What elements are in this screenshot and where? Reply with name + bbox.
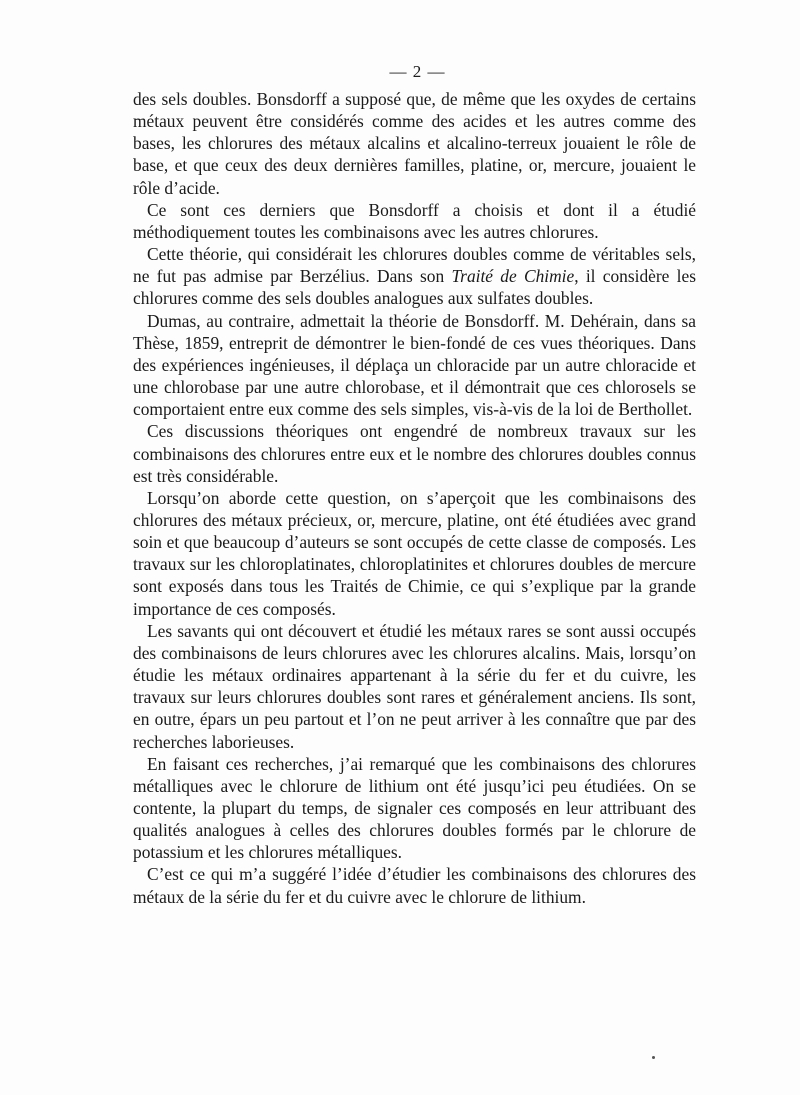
- paragraph-5: [133, 420, 696, 486]
- paragraph-8: [133, 753, 696, 864]
- paragraph-text: Les savants qui ont découvert et étudié les métaux rares se sont aussi occupés des combinaisons de leurs chlorures avec les chlorures alcalins. Mais, lorsqu’on étudie les métaux ordinaires appartenant à la série du fer et du cuivre, les travaux sur leurs chlorures doubles sont rares et généralement anciens. Ils sont, en outre, épars un peu partout et l’on ne peut arriver à les connaître que par des recherches laborieuses.: [133, 620, 696, 752]
- paragraph-6: [133, 487, 696, 620]
- paragraph-2: [133, 199, 696, 243]
- paragraph-text: , il considère les chlorures comme des sels doubles analogues aux sulfates doubles.: [133, 266, 696, 309]
- paragraph-1: [133, 88, 696, 199]
- paragraph-text: des sels doubles. Bonsdorff a supposé que, de même que les oxydes de certains métaux peuvent être considérés comme des acides et les autres comme des bases, les chlorures des métaux alcalins et alcalino-terreux jouaient le rôle de base, et que ceux des deux dernières familles, platine, or, mercure, jouaient le rôle d’acide.: [133, 89, 696, 198]
- paragraph-text: Ces discussions théoriques ont engendré de nombreux travaux sur les combinaisons des chlorures entre eux et le nombre des chlorures doubles connus est très considérable.: [133, 421, 696, 486]
- paragraph-7: [133, 620, 696, 753]
- paragraph-text: Ce sont ces derniers que Bonsdorff a choisis et dont il a étudié méthodiquement toutes les combinaisons avec les autres chlorures.: [133, 199, 696, 242]
- body-text: [133, 88, 696, 908]
- paragraph-text: Dumas, au contraire, admettait la théorie de Bonsdorff. M. Dehérain, dans sa Thèse, 1859, entreprit de démontrer le bien-fondé de ces vues théoriques. Dans des expériences ingénieuses, il déplaça un chloracide par un autre chloracide et une chlorobase par une autre chlorobase, et il démontrait que ces chlorosels se comportaient entre eux comme des sels simples, vis-à-vis de la loi de Berthollet.: [133, 310, 696, 420]
- paragraph-text: C’est ce qui m’a suggéré l’idée d’étudier les combinaisons des chlorures des métaux de la série du fer et du cuivre avec le chlorure de lithium.: [133, 864, 696, 907]
- paper-speck: [652, 1056, 655, 1059]
- book-title: Traité de Chimie: [451, 266, 575, 287]
- paragraph-4: [133, 310, 696, 421]
- page-number: — 2 —: [389, 62, 446, 81]
- paragraph-text: Cette théorie, qui considérait les chlorures doubles comme de véritables sels, ne fut pas admise par Berzélius. Dans son: [133, 244, 696, 287]
- paragraph-3: [133, 243, 696, 309]
- paragraph-text: En faisant ces recherches, j’ai remarqué que les combinaisons des chlorures métalliques avec le chlorure de lithium ont été jusqu’ici peu étudiées. On se contente, la plupart du temps, de signaler ces composés en leur attribuant des qualités analogues à celles des chlorures doubles formés par le chlorure de potassium et les chlorures métalliques.: [133, 753, 696, 863]
- paragraph-text: Lorsqu’on aborde cette question, on s’aperçoit que les combinaisons des chlorures des métaux précieux, or, mercure, platine, ont été étudiées avec grand soin et que beaucoup d’auteurs se sont occupés de cette classe de composés. Les travaux sur les chloroplatinates, chloroplatinites et chlorures doubles de mercure sont exposés dans tous les Traités de Chimie, ce qui s’explique par la grande importance de ces composés.: [133, 487, 696, 619]
- paragraph-9: [133, 863, 696, 907]
